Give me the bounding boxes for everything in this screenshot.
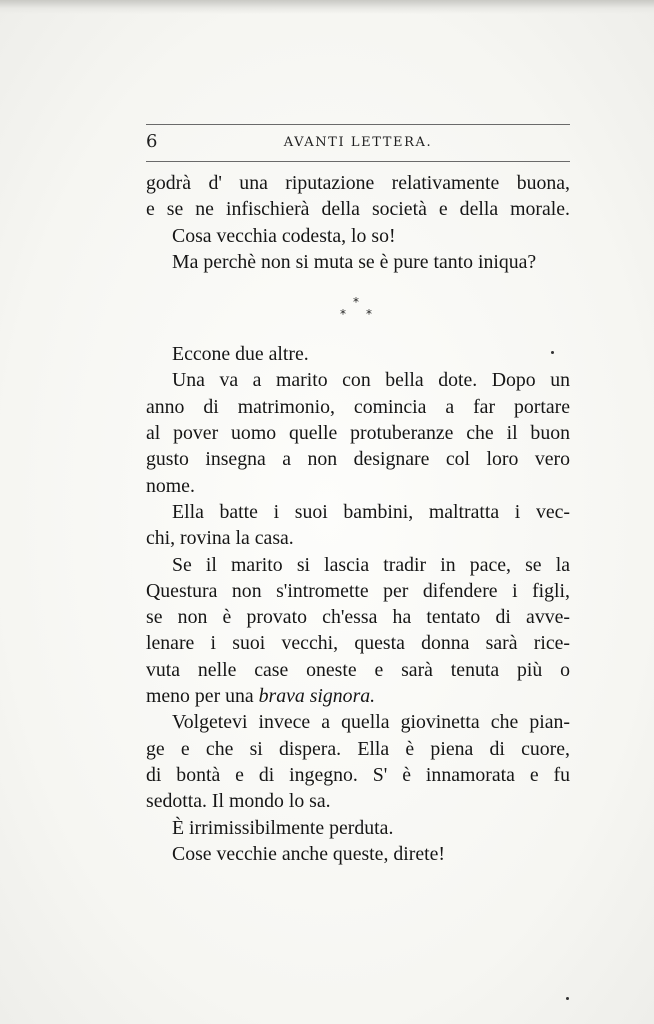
- asterisk-icon: *: [366, 307, 372, 322]
- header-rule-top: [146, 124, 570, 125]
- running-head: [146, 124, 570, 164]
- text-line: ge e che si dispera. Ella è piena di cuore,: [146, 737, 570, 760]
- text-line: Eccone due altre.: [172, 343, 309, 366]
- page-number: 6: [146, 131, 158, 152]
- text-line: sedotta. Il mondo lo sa.: [146, 790, 331, 813]
- header-rule-bottom: [146, 161, 570, 162]
- text-line: godrà d' una riputazione relativamente buona,: [146, 172, 570, 194]
- text-line: [146, 683, 570, 709]
- text-line: gusto insegna a non designare col loro vero: [146, 448, 570, 471]
- text-line: È irrimissibilmente perduta.: [172, 816, 394, 839]
- text-line: di bontà e di ingegno. S' è innamorata e fu: [146, 763, 570, 786]
- paper-speck: [566, 997, 569, 1000]
- paper-speck: [551, 351, 554, 354]
- text-line: nome.: [146, 474, 195, 497]
- text-line: Cose vecchie anche queste, direte!: [172, 842, 445, 865]
- text-line: chi, rovina la casa.: [146, 527, 294, 550]
- body-text: [146, 170, 570, 867]
- text-line: al pover uomo quelle protuberanze che il buon: [146, 422, 570, 445]
- text-line: Una va a marito con bella dote. Dopo un: [172, 369, 570, 392]
- asterisk-icon: *: [340, 307, 346, 322]
- asterisk-icon: *: [353, 295, 359, 310]
- text-line: Volgetevi invece a quella giovinetta che pian-: [172, 711, 570, 734]
- text-line-prefix: meno per una: [146, 685, 259, 708]
- text-line: e se ne infischierà della società e della morale.: [146, 198, 570, 221]
- text-line: Se il marito si lascia tradir in pace, se la: [172, 553, 570, 576]
- text-line: lenare i suoi vecchi, questa donna sarà rice-: [146, 632, 570, 655]
- text-line: anno di matrimonio, comincia a far portare: [146, 395, 570, 418]
- text-line: vuta nelle case oneste e sarà tenuta più o: [146, 658, 570, 681]
- page-top-edge: [0, 0, 654, 14]
- text-line: Ma perchè non si muta se è pure tanto iniqua?: [172, 250, 537, 273]
- italic-phrase: brava signora.: [258, 685, 376, 708]
- section-break-asterism: [146, 283, 570, 341]
- text-line: se non è provato ch'essa ha tentato di avve-: [146, 606, 570, 629]
- text-line: Questura non s'intromette per difendere i figli,: [146, 579, 570, 602]
- text-line: Cosa vecchia codesta, lo so!: [172, 224, 396, 247]
- running-title: AVANTI LETTERA.: [283, 135, 433, 150]
- text-line: Ella batte i suoi bambini, maltratta i vec-: [172, 500, 570, 523]
